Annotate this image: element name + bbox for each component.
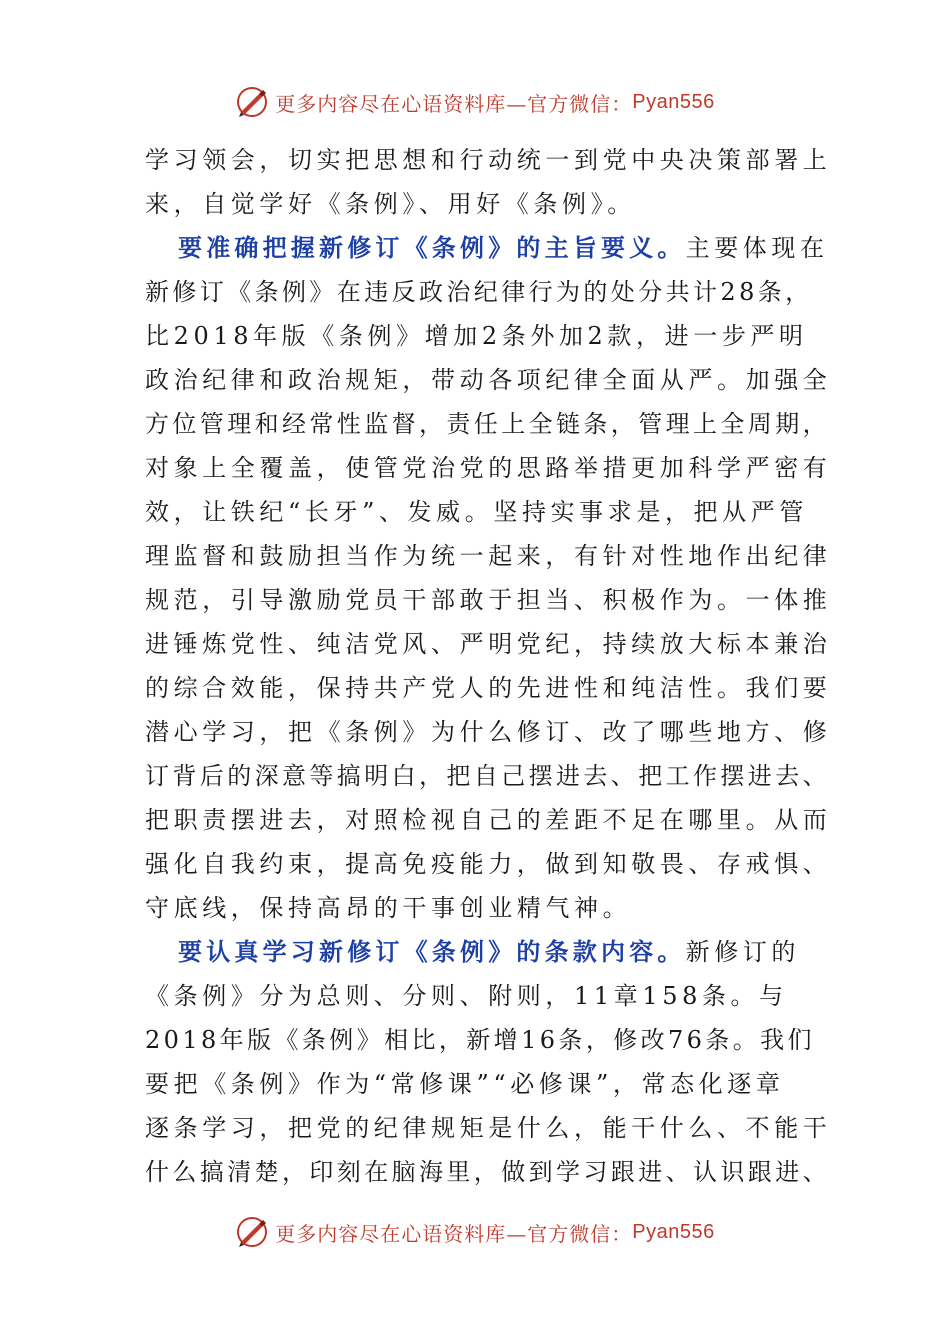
text-line: 规范，引导激励党员干部敢于担当、积极作为。一体推 — [145, 586, 832, 614]
text-run: 主要体现在 — [685, 234, 829, 262]
text-line: 方位管理和经常性监督，责任上全链条，管理上全周期， — [145, 410, 830, 438]
header-banner — [0, 82, 950, 122]
text-line: 理监督和鼓励担当作为统一起来，有针对性地作出纪律 — [145, 542, 832, 570]
text-line: 强化自我约束，提高免疫能力，做到知敬畏、存戒惧、 — [145, 850, 832, 878]
text-line: 2018年版《条例》相比，新增16条，修改76条。我们 — [145, 1026, 815, 1054]
text-line: 学习领会，切实把思想和行动统一到党中央决策部署上 — [145, 146, 832, 174]
text-line: 潜心学习，把《条例》为什么修订、改了哪些地方、修 — [145, 718, 832, 746]
text-line: 政治纪律和政治规矩，带动各项纪律全面从严。加强全 — [145, 366, 832, 394]
text-line: 《条例》分为总则、分则、附则，11章158条。与 — [145, 982, 788, 1010]
section-heading: 要认真学习新修订《条例》的条款内容。 — [178, 937, 686, 966]
text-line: 的综合效能，保持共产党人的先进性和纯洁性。我们要 — [145, 674, 832, 702]
text-line: 效，让铁纪“长牙”、发威。坚持实事求是，把从严管 — [145, 498, 808, 526]
text-line: 守底线，保持高昂的干事创业精气神。 — [145, 894, 632, 922]
text-line: 要把《条例》作为“常修课”“必修课”，常态化逐章 — [145, 1070, 785, 1098]
footer-banner — [0, 1212, 950, 1252]
text-line: 订背后的深意等搞明白，把自己摆进去、把工作摆进去、 — [145, 762, 830, 790]
banner-wechat-id: Pyan556 — [632, 90, 715, 113]
pen-logo-icon — [235, 85, 269, 119]
text-line: 来，自觉学好《条例》、用好《条例》。 — [145, 190, 636, 218]
banner-wechat-id: Pyan556 — [632, 1220, 715, 1243]
text-line: 对象上全覆盖，使管党治党的思路举措更加科学严密有 — [145, 454, 832, 482]
banner-text: 更多内容尽在心语资料库—官方微信： — [275, 91, 633, 116]
banner-text: 更多内容尽在心语资料库—官方微信： — [275, 1221, 633, 1246]
text-line: 进锤炼党性、纯洁党风、严明党纪，持续放大标本兼治 — [145, 630, 832, 658]
section-heading: 要准确把握新修订《条例》的主旨要义。 — [178, 233, 686, 262]
text-run: 新修订的 — [685, 938, 801, 966]
text-line — [145, 226, 829, 270]
document-body — [145, 138, 832, 1194]
text-line: 比2018年版《条例》增加2条外加2款，进一步严明 — [145, 322, 808, 350]
text-line: 逐条学习，把党的纪律规矩是什么，能干什么、不能干 — [145, 1114, 832, 1142]
pen-logo-icon — [235, 1215, 269, 1249]
text-line: 什么搞清楚，印刻在脑海里，做到学习跟进、认识跟进、 — [145, 1158, 830, 1186]
text-line: 把职责摆进去，对照检视自己的差距不足在哪里。从而 — [145, 806, 832, 834]
text-line: 新修订《条例》在违反政治纪律行为的处分共计28条， — [145, 278, 813, 306]
text-line — [145, 930, 817, 974]
